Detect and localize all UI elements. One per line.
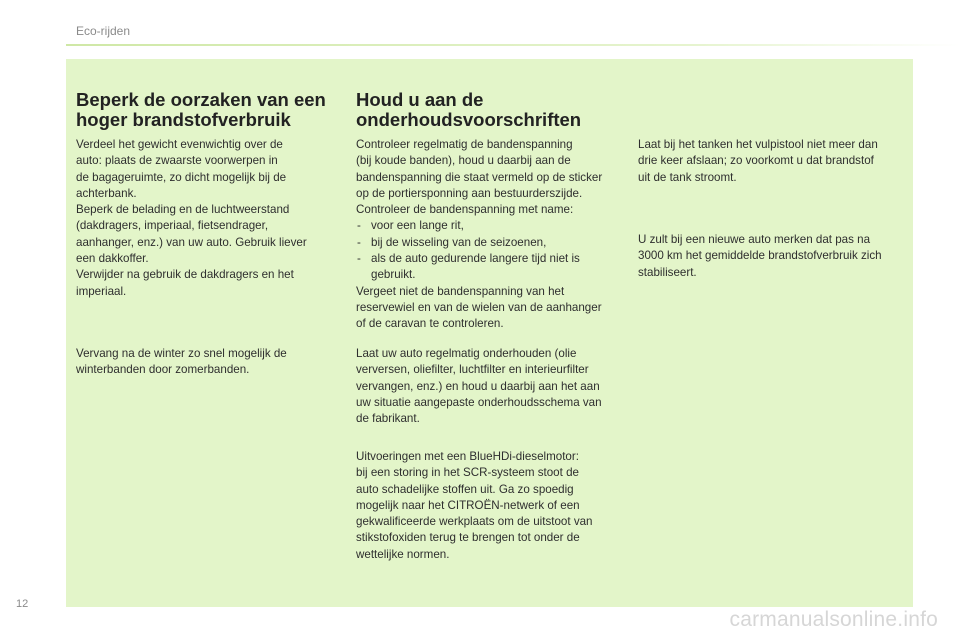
text-line: aanhanger, enz.) van uw auto. Gebruik liever <box>76 235 307 249</box>
text-line: Laat uw auto regelmatig onderhouden (olie <box>356 347 577 360</box>
text-line: Beperk de belading en de luchtweerstand <box>76 203 290 217</box>
text-line: Laat bij het tanken het vulpistool niet meer dan <box>638 138 878 151</box>
text-line: Verdeel het gewicht evenwichtig over de <box>76 138 283 151</box>
text-line: bandenspanning die staat vermeld op de sticker <box>356 170 603 184</box>
left-section-title: Beperk de oorzaken van een hoger brandstofverbruik <box>76 89 326 130</box>
right-paragraph-2 <box>638 232 906 281</box>
text-line: stikstofoxiden terug te brengen tot onder de <box>356 531 580 545</box>
text-line: wettelijke normen. <box>356 547 450 561</box>
text-line: bij een storing in het SCR-systeem stoot de <box>356 466 579 480</box>
watermark-text: carmanualsonline.info <box>729 608 938 631</box>
right-paragraph-1 <box>638 137 906 186</box>
text-line: U zult bij een nieuwe auto merken dat pas na <box>638 233 871 246</box>
text-line: auto: plaats de zwaarste voorwerpen in <box>76 154 278 168</box>
text-line: Uitvoeringen met een BlueHDi-dieselmotor: <box>356 450 579 463</box>
text-line: 3000 km het gemiddelde brandstofverbruik zich <box>638 249 882 263</box>
list-item: - voor een lange rit, <box>356 218 622 234</box>
text-line: Verwijder na gebruik de dakdragers en het <box>76 268 294 282</box>
middle-section-title: Houd u aan de onderhoudsvoorschriften <box>356 89 582 130</box>
text-line: Vervang na de winter zo snel mogelijk de <box>76 347 287 360</box>
list-item: - bij de wisseling van de seizoenen, <box>356 235 622 251</box>
list-item: - als de auto gedurende langere tijd niet is gebruikt. <box>356 251 622 284</box>
middle-paragraph-1 <box>356 137 622 333</box>
content-panel <box>66 59 913 607</box>
text-line: Controleer regelmatig de bandenspanning <box>356 138 573 151</box>
text-line: verversen, oliefilter, luchtfilter en interieurfilter <box>356 363 589 377</box>
text-line: Controleer de bandenspanning met name: <box>356 203 574 217</box>
text-line: op de portiersponning aan bestuurderszijde. <box>356 186 583 200</box>
left-paragraph-2 <box>76 346 340 379</box>
left-paragraph-1 <box>76 137 340 300</box>
text-line: een dakkoffer. <box>76 252 149 266</box>
text-line: drie keer afslaan; zo voorkomt u dat brandstof <box>638 154 874 168</box>
text-line: gekwalificeerde werkplaats om de uitstoot van <box>356 515 593 529</box>
text-line: de fabrikant. <box>356 412 420 426</box>
text-line: achterbank. <box>76 186 137 200</box>
text-line: (bij koude banden), houd u daarbij aan de <box>356 154 571 168</box>
text-line: of de caravan te controleren. <box>356 317 504 331</box>
text-line: vervangen, enz.) en houd u daarbij aan het aan <box>356 379 600 393</box>
page-number: 12 <box>16 598 29 610</box>
text-line: uit de tank stroomt. <box>638 170 737 184</box>
text-line: (dakdragers, imperiaal, fietsendrager, <box>76 219 269 233</box>
text-line: imperiaal. <box>76 284 127 298</box>
text-line: reservewiel en van de wielen van de aanhanger <box>356 300 602 314</box>
text-line: stabiliseert. <box>638 265 697 279</box>
tire-check-list <box>356 218 622 283</box>
middle-paragraph-2 <box>356 346 622 427</box>
middle-paragraph-3 <box>356 449 622 563</box>
text-line: winterbanden door zomerbanden. <box>76 363 250 377</box>
text-line: Vergeet niet de bandenspanning van het <box>356 284 565 298</box>
text-line: uw situatie aangepaste onderhoudsschema van <box>356 395 602 409</box>
section-title: Eco-rijden <box>76 24 131 38</box>
header-divider <box>66 44 960 46</box>
text-line: auto schadelijke stoffen uit. Ga zo spoedig <box>356 482 574 496</box>
text-line: de bagageruimte, zo dicht mogelijk bij de <box>76 170 287 184</box>
text-line: mogelijk naar het CITROËN-netwerk of een <box>356 498 580 512</box>
